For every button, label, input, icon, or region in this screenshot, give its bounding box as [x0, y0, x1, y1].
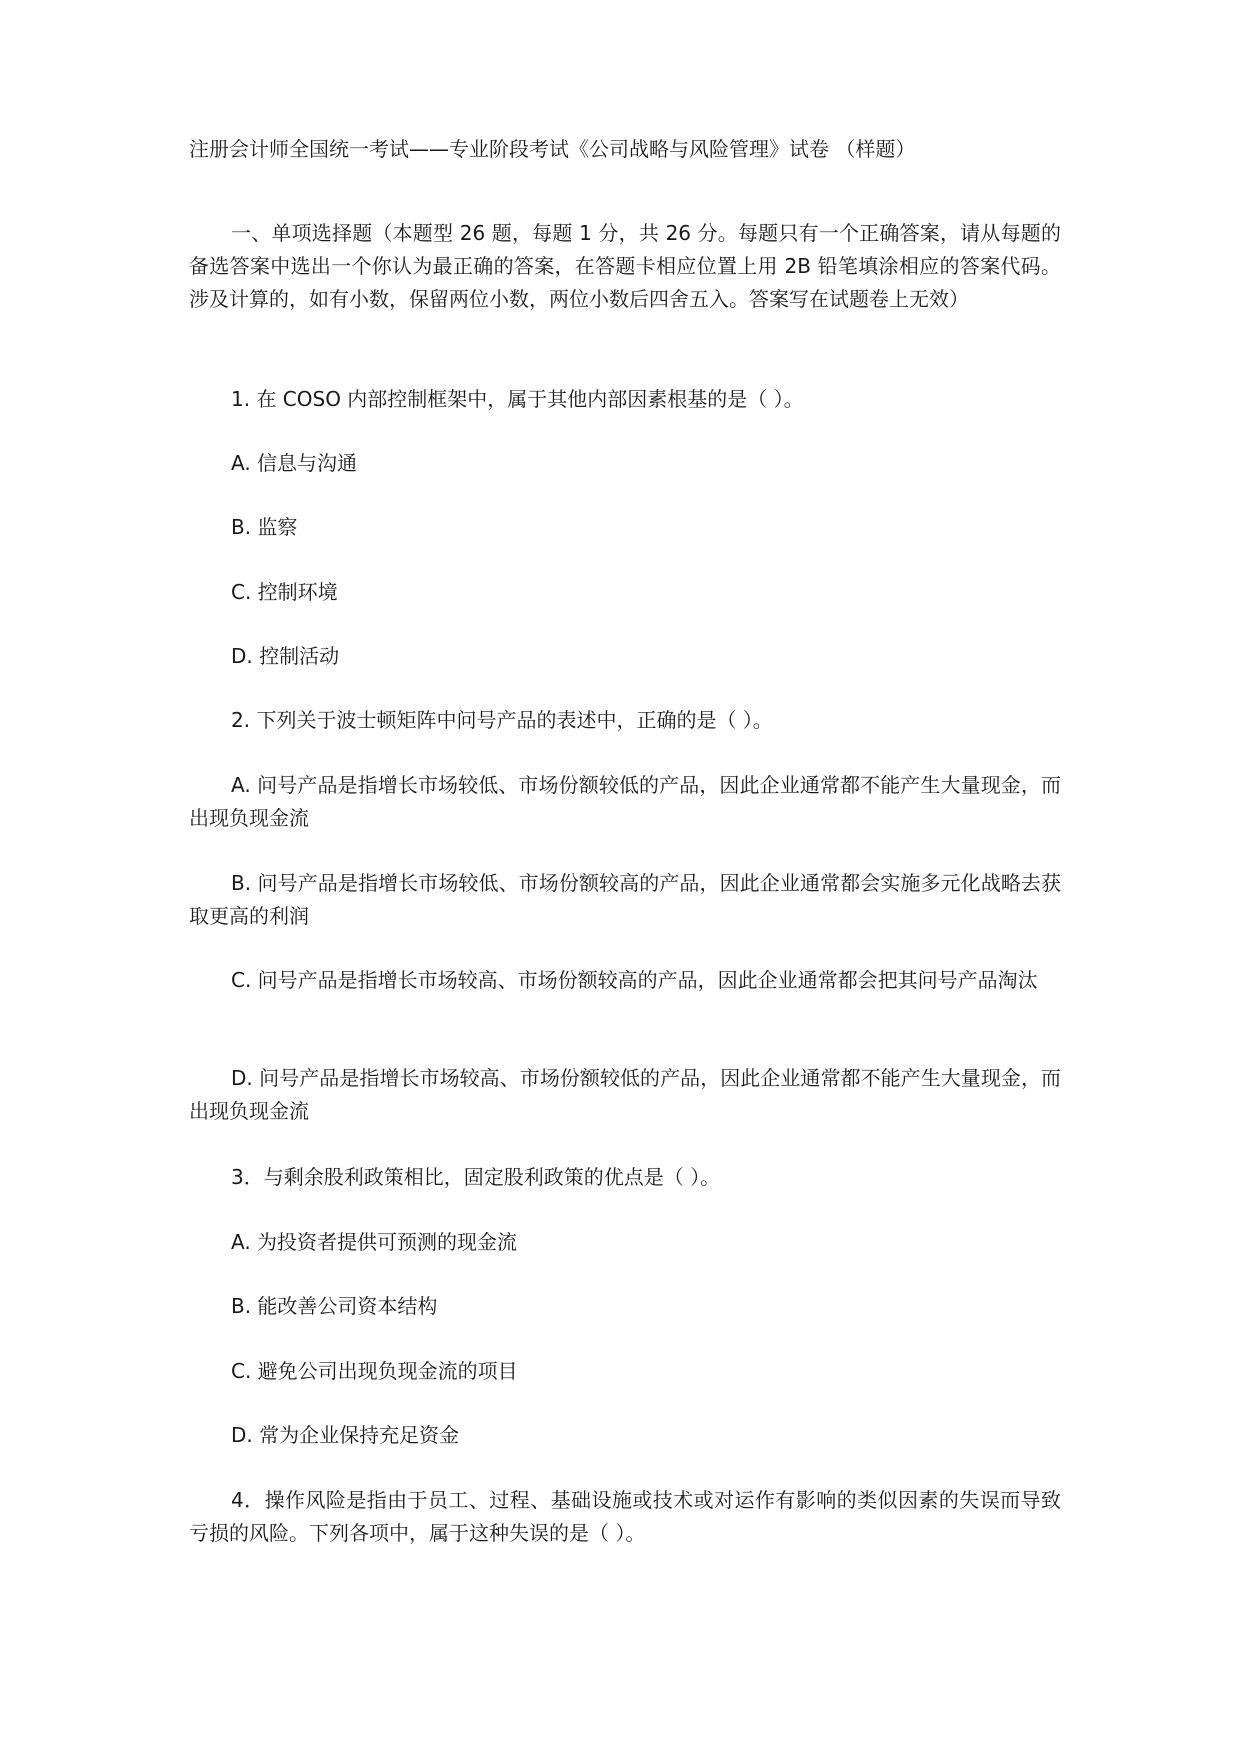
question-3-stem: 3．与剩余股利政策相比，固定股利政策的优点是（ ）。: [231, 1165, 721, 1189]
question-2-option-d: D. 问号产品是指增长市场较高、市场份额较低的产品，因此企业通常都不能产生大量现金，而出现负现金流: [189, 1066, 1061, 1123]
question-3-option-c: C. 避免公司出现负现金流的项目: [231, 1359, 518, 1383]
question-2-option-a: A. 问号产品是指增长市场较低、市场份额较低的产品，因此企业通常都不能产生大量现金，而出现负现金流: [189, 773, 1061, 830]
question-4-stem: 4．操作风险是指由于员工、过程、基础设施或技术或对运作有影响的类似因素的失误而导致亏损的风险。下列各项中，属于这种失误的是（ ）。: [189, 1488, 1061, 1545]
question-2-stem: 2. 下列关于波士顿矩阵中问号产品的表述中，正确的是（ ）。: [231, 708, 773, 732]
question-2-option-b: B. 问号产品是指增长市场较低、市场份额较高的产品，因此企业通常都会实施多元化战略去获取更高的利润: [189, 871, 1061, 928]
question-1-option-d: D. 控制活动: [231, 644, 340, 668]
section-intro: 一、单项选择题（本题型 26 题，每题 1 分，共 26 分。每题只有一个正确答案，请从每题的备选答案中选出一个你认为最正确的答案，在答题卡相应位置上用 2B 铅笔填涂相应的答案代码。涉及计算的，如有小数，保留两位小数，两位小数后四舍五入。答案写在试题卷上无效）: [189, 221, 1061, 311]
question-3-option-d: D. 常为企业保持充足资金: [231, 1423, 460, 1447]
question-1-option-c: C. 控制环境: [231, 580, 338, 604]
question-3-option-b: B. 能改善公司资本结构: [231, 1294, 438, 1318]
question-3-option-a: A. 为投资者提供可预测的现金流: [231, 1230, 518, 1254]
question-2-option-c: C. 问号产品是指增长市场较高、市场份额较高的产品，因此企业通常都会把其问号产品淘汰: [231, 968, 1038, 992]
question-1-option-b: B. 监察: [231, 515, 298, 539]
document-title: 注册会计师全国统一考试——专业阶段考试《公司战略与风险管理》试卷 （样题）: [189, 137, 916, 161]
question-1-stem: 1. 在 COSO 内部控制框架中，属于其他内部因素根基的是（ ）。: [231, 387, 804, 411]
question-1-option-a: A. 信息与沟通: [231, 451, 358, 475]
